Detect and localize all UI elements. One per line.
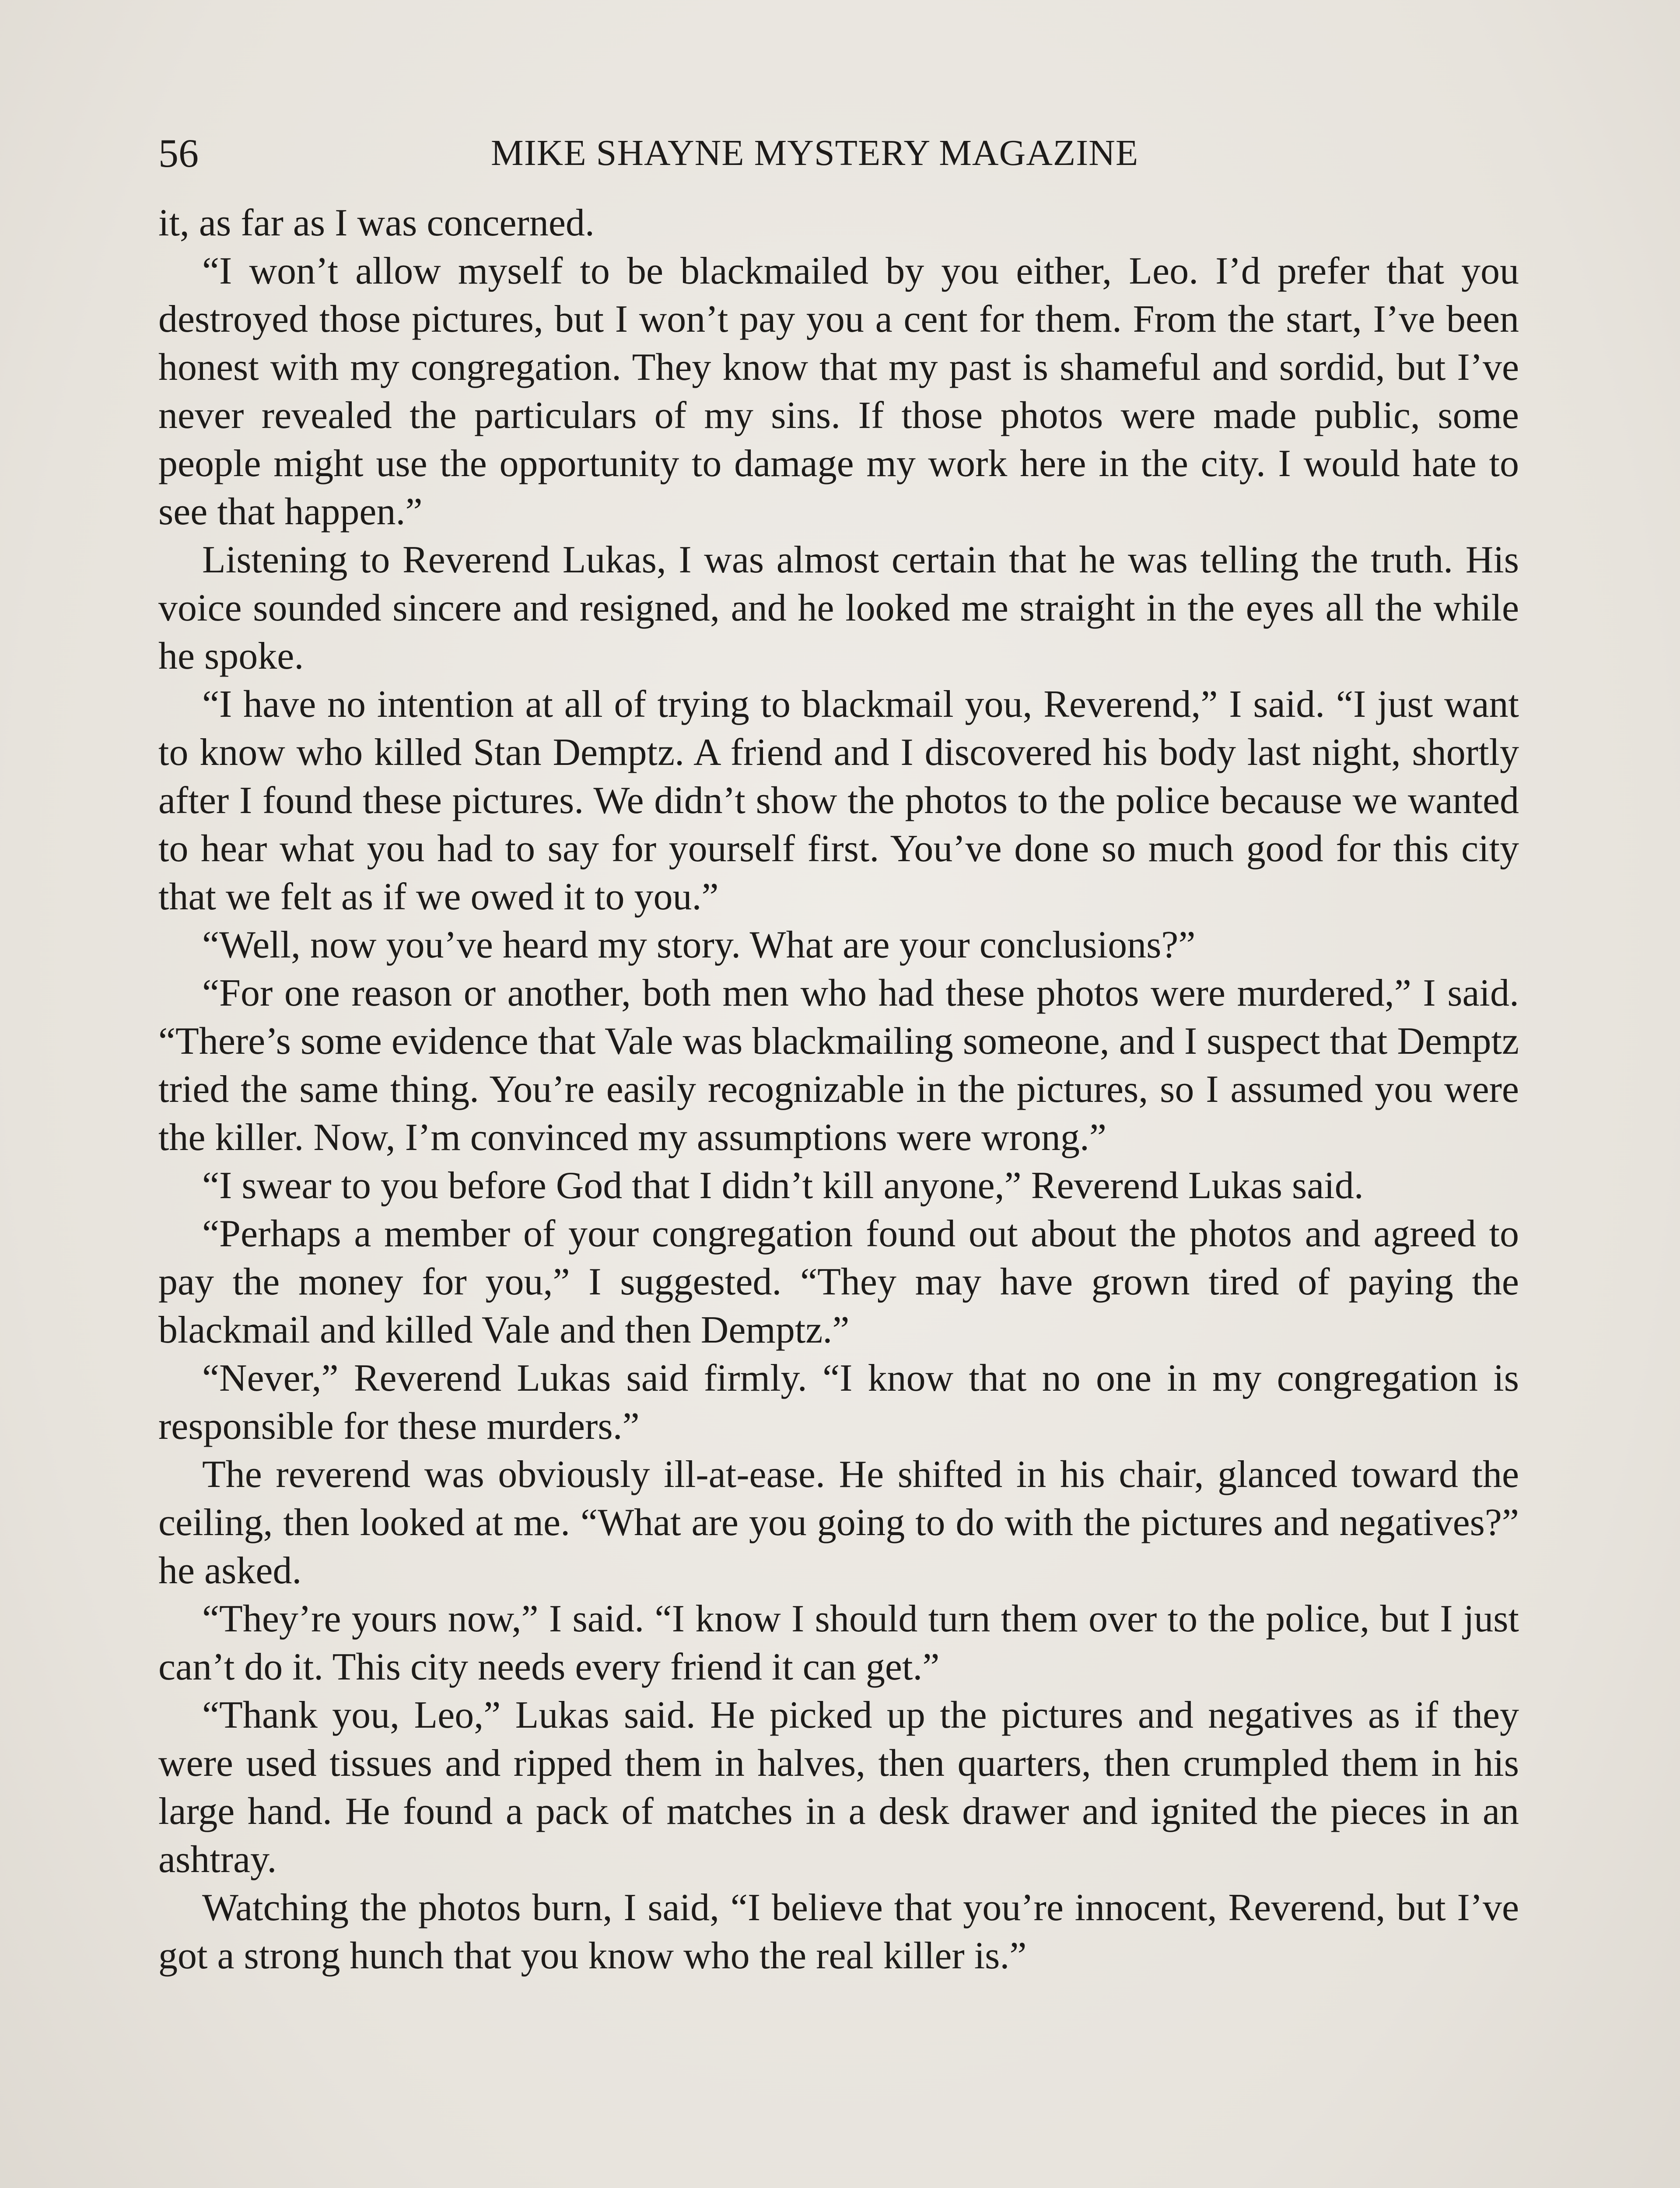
paragraph: “Well, now you’ve heard my story. What are your conclusions?” — [202, 924, 1196, 966]
page-number: 56 — [158, 131, 199, 175]
paragraph: “I swear to you before God that I didn’t kill anyone,” Reverend Lukas said. — [202, 1164, 1364, 1207]
paragraph: The reverend was obviously ill-at-ease. He shifted in his chair, glanced toward the ceiling, then looked at me. “What are you going to do with the pictures and negatives?” he asked. — [158, 1453, 1519, 1592]
paragraph: “For one reason or another, both men who had these photos were murdered,” I said. “There’s some evidence that Vale was blackmailing someone, and I suspect that Demptz tried the same thing. You’re easily recognizable in the pictures, so I assumed you were the killer. Now, I’m convinced my assumptions were wrong.” — [158, 972, 1519, 1159]
paragraph: “Thank you, Leo,” Lukas said. He picked up the pictures and negatives as if they were used tissues and ripped them in halves, then quarters, then crumpled them in his large hand. He found a pack of matches in a desk drawer and ignited the pieces in an ashtray. — [158, 1694, 1519, 1881]
paragraph: “Never,” Reverend Lukas said firmly. “I know that no one in my congregation is responsible for these murders.” — [158, 1357, 1519, 1448]
paragraph: Listening to Reverend Lukas, I was almost certain that he was telling the truth. His voice sounded sincere and resigned, and he looked me straight in the eyes all the while he spoke. — [158, 539, 1519, 677]
paragraph: “They’re yours now,” I said. “I know I should turn them over to the police, but I just can’t do it. This city needs every friend it can get.” — [158, 1598, 1519, 1688]
paragraph: “Perhaps a member of your congregation found out about the photos and agreed to pay the money for you,” I suggested. “They may have grown tired of paying the blackmail and killed Vale and then Demptz.” — [158, 1213, 1519, 1351]
running-head — [158, 127, 1523, 179]
paragraph: it, as far as I was concerned. — [158, 202, 595, 244]
paragraph: “I won’t allow myself to be blackmailed by you either, Leo. I’d prefer that you destroyed those pictures, but I won’t pay you a cent for them. From the start, I’ve been honest with my congregation. They know that my past is shameful and sordid, but I’ve never revealed the particulars of my sins. If those photos were made public, some people might use the opportunity to damage my work here in the city. I would hate to see that happen.” — [158, 250, 1519, 533]
magazine-title: MIKE SHAYNE MYSTERY MAGAZINE — [491, 133, 1139, 173]
paragraph: Watching the photos burn, I said, “I believe that you’re innocent, Reverend, but I’ve got a strong hunch that you know who the real killer is.” — [158, 1886, 1519, 1977]
paragraph: “I have no intention at all of trying to blackmail you, Reverend,” I said. “I just want to know who killed Stan Demptz. A friend and I discovered his body last night, shortly after I found these pictures. We didn’t show the photos to the police because we wanted to hear what you had to say for yourself first. You’ve done so much good for this city that we felt as if we owed it to you.” — [158, 683, 1519, 918]
story-body — [158, 199, 1519, 1980]
